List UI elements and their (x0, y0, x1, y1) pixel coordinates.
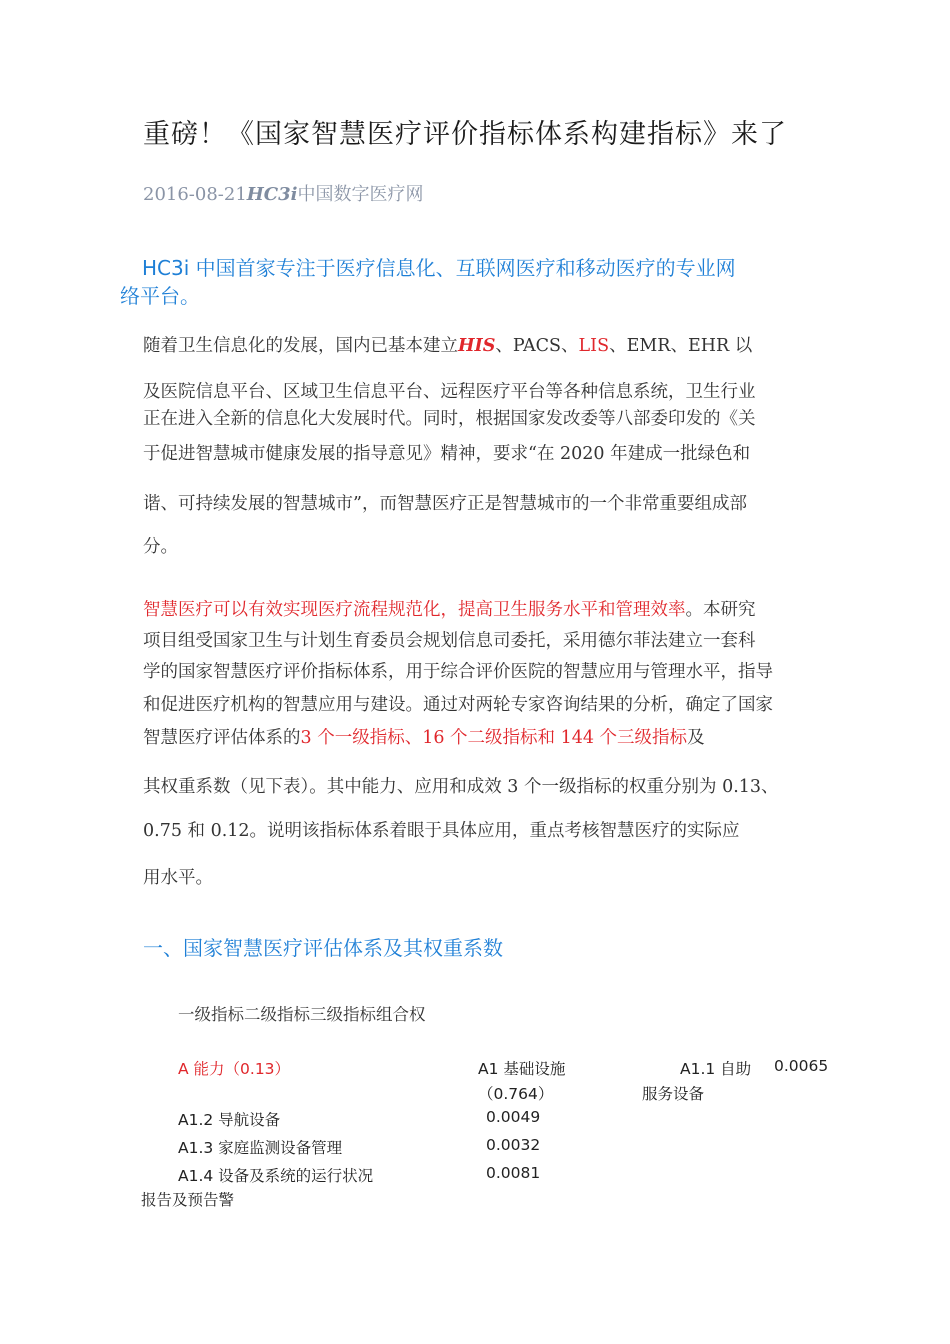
para1-line-3: 正在进入全新的信息化大发展时代。同时，根据国家发改委等八部委印发的《关 (143, 409, 756, 429)
section-heading: 一、国家智慧医疗评估体系及其权重系数 (143, 936, 503, 960)
para1-line-5: 谐、可持续发展的智慧城市”，而智慧医疗正是智慧城市的一个非常重要组成部 (143, 494, 747, 514)
para2-line-7: 0.75 和 0.12。说明该指标体系着眼于具体应用，重点考核智慧医疗的实际应 (143, 821, 740, 841)
para2-text: 及 (687, 728, 705, 748)
para2-line-8: 用水平。 (143, 868, 213, 888)
level3-indicator-name-cont: 报告及预告警 (141, 1191, 235, 1209)
para2-line-5 (143, 724, 705, 749)
para1-line-6: 分。 (143, 537, 178, 557)
his-keyword: HIS (458, 336, 496, 356)
combined-weight: 0.0049 (486, 1108, 541, 1126)
level2-indicator-name: A1 基础设施 (478, 1060, 566, 1078)
lead-line-1: HC3i 中国首家专注于医疗信息化、互联网医疗和移动医疗的专业网 (142, 256, 736, 280)
para1-line-4: 于促进智慧城市健康发展的指导意见》精神，要求“在 2020 年建成一批绿色和 (143, 444, 751, 464)
indicator-count-highlight: 3 个一级指标、16 个二级指标和 144 个三级指标 (300, 728, 688, 748)
para2-line-1 (143, 596, 756, 621)
table-header: 一级指标二级指标三级指标组合权 (178, 1005, 426, 1024)
lis-keyword: LIS (578, 336, 610, 356)
source-name[interactable]: 中国数字医疗网 (297, 184, 424, 205)
combined-weight: 0.0081 (486, 1164, 541, 1182)
para1-text: 、EMR、EHR 以 (609, 336, 753, 356)
lead-paragraph (120, 254, 840, 310)
para1-text: 、PACS、 (495, 336, 579, 356)
para2-text: 智慧医疗评估体系的 (143, 728, 301, 748)
level3-indicator-name: A1.4 设备及系统的运行状况 (178, 1167, 374, 1185)
para1-text: 随着卫生信息化的发展，国内已基本建立 (143, 336, 458, 356)
level3-indicator-name-cont: 服务设备 (642, 1085, 705, 1103)
lead-line-2: 络平台。 (120, 284, 200, 308)
level1-indicator: A 能力（0.13） (178, 1060, 291, 1078)
source-brand[interactable]: HC3i (246, 184, 298, 205)
para1-line-1 (143, 332, 752, 357)
para2-text: 。本研究 (685, 600, 756, 620)
article-meta (143, 180, 423, 206)
combined-weight: 0.0065 (774, 1057, 829, 1075)
level3-indicator-name: A1.3 家庭监测设备管理 (178, 1139, 343, 1157)
para2-line-6: 其权重系数（见下表）。其中能力、应用和成效 3 个一级指标的权重分别为 0.13、 (143, 777, 779, 797)
para2-line-3: 学的国家智慧医疗评价指标体系，用于综合评价医院的智慧应用与管理水平，指导 (143, 662, 773, 682)
para2-line-2: 项目组受国家卫生与计划生育委员会规划信息司委托，采用德尔菲法建立一套科 (143, 631, 756, 651)
article-title: 重磅！《国家智慧医疗评价指标体系构建指标》来了 (143, 119, 787, 150)
para2-line-4: 和促进医疗机构的智慧应用与建设。通过对两轮专家咨询结果的分析，确定了国家 (143, 695, 773, 715)
level3-indicator-name: A1.2 导航设备 (178, 1111, 281, 1129)
para1-line-2: 及医院信息平台、区域卫生信息平台、远程医疗平台等各种信息系统，卫生行业 (143, 382, 756, 402)
para2-highlight: 智慧医疗可以有效实现医疗流程规范化，提高卫生服务水平和管理效率 (143, 600, 686, 620)
combined-weight: 0.0032 (486, 1136, 541, 1154)
level3-indicator-name: A1.1 自助 (680, 1060, 752, 1078)
level2-indicator-weight: （0.764） (478, 1085, 554, 1103)
publish-date: 2016-08-21 (143, 184, 247, 205)
